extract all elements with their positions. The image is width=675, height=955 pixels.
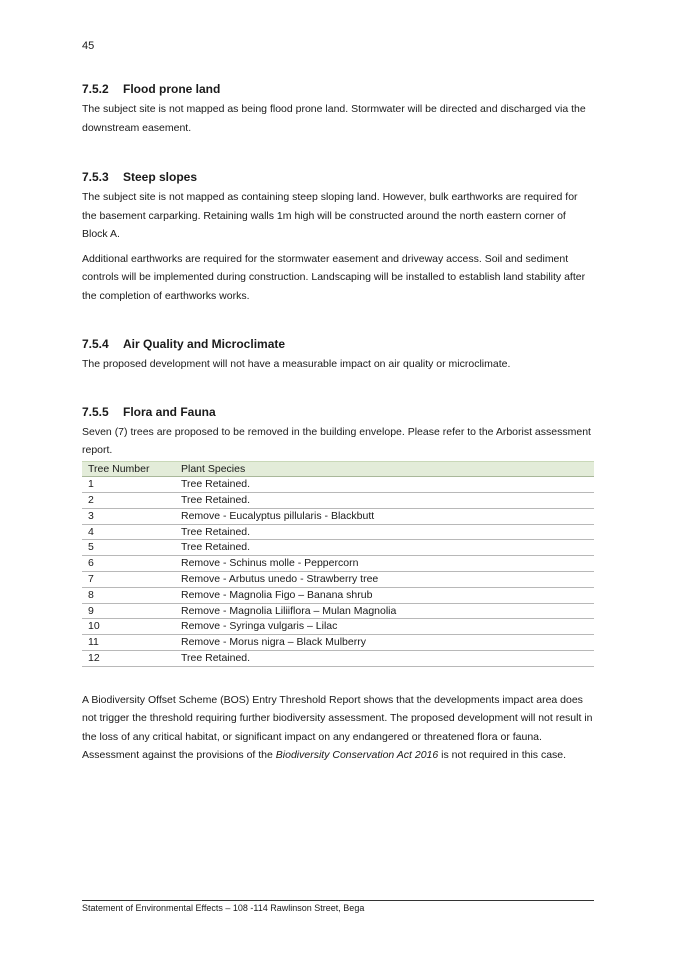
tree-number-cell: 6 xyxy=(82,556,175,572)
table-row xyxy=(82,477,594,493)
paragraph: The subject site is not mapped as being flood prone land. Stormwater will be directed and discharged via the downstream easement. xyxy=(82,103,586,134)
page-footer: Statement of Environmental Effects – 108 -114 Rawlinson Street, Bega xyxy=(82,900,594,913)
table-row xyxy=(82,603,594,619)
paragraph: Seven (7) trees are proposed to be removed in the building envelope. Please refer to the Arborist assessment report. xyxy=(82,425,591,456)
section-number: 7.5.2 xyxy=(82,82,109,96)
section-heading xyxy=(82,170,594,185)
tree-number-cell: 3 xyxy=(82,508,175,524)
tree-number-cell: 2 xyxy=(82,493,175,509)
column-header-plant-species: Plant Species xyxy=(175,461,594,477)
plant-species-cell: Remove - Magnolia Figo – Banana shrub xyxy=(175,587,594,603)
table-row xyxy=(82,556,594,572)
paragraph-text: A Biodiversity Offset Scheme (BOS) Entry Threshold Report shows that the developments impact area does not trigger the threshold requiring further biodiversity assessment. The proposed development will not result in the loss of any critical habitat, or significant impact on any endangered or threatened flora or fauna. Assessment against the provisions of the xyxy=(82,693,593,762)
tree-number-cell: 1 xyxy=(82,477,175,493)
section-flood-prone-land xyxy=(82,82,594,137)
biodiversity-paragraph xyxy=(82,691,594,765)
act-name: Biodiversity Conservation Act 2016 xyxy=(275,749,439,762)
plant-species-cell: Tree Retained. xyxy=(175,540,594,556)
section-title: Steep slopes xyxy=(123,170,198,184)
section-heading xyxy=(82,405,594,420)
table-row xyxy=(82,587,594,603)
table-header-row xyxy=(82,461,594,477)
table-row xyxy=(82,635,594,651)
section-heading xyxy=(82,82,594,97)
tree-number-cell: 10 xyxy=(82,619,175,635)
table-row xyxy=(82,651,594,667)
plant-species-cell: Remove - Magnolia Liliiflora – Mulan Magnolia xyxy=(175,603,594,619)
table-row xyxy=(82,508,594,524)
section-steep-slopes xyxy=(82,170,594,305)
table-row xyxy=(82,540,594,556)
tree-number-cell: 5 xyxy=(82,540,175,556)
paragraph: The subject site is not mapped as containing steep sloping land. However, bulk earthworks are required for the basement carparking. Retaining walls 1m high will be constructed around the north eastern corner of Block A. xyxy=(82,191,578,240)
plant-species-cell: Remove - Syringa vulgaris – Lilac xyxy=(175,619,594,635)
document-body xyxy=(82,82,594,765)
section-title: Flora and Fauna xyxy=(123,404,216,419)
column-header-tree-number: Tree Number xyxy=(82,461,175,477)
plant-species-cell: Remove - Eucalyptus pillularis - Blackbutt xyxy=(175,508,594,524)
tree-number-cell: 8 xyxy=(82,587,175,603)
plant-species-cell: Tree Retained. xyxy=(175,524,594,540)
tree-number-cell: 4 xyxy=(82,524,175,540)
tree-number-cell: 12 xyxy=(82,651,175,667)
table-row xyxy=(82,619,594,635)
section-number: 7.5.5 xyxy=(82,404,109,419)
tree-number-cell: 7 xyxy=(82,572,175,588)
tree-number-cell: 9 xyxy=(82,603,175,619)
plant-species-cell: Remove - Schinus molle - Peppercorn xyxy=(175,556,594,572)
table-row xyxy=(82,524,594,540)
plant-species-cell: Tree Retained. xyxy=(175,651,594,667)
plant-species-cell: Tree Retained. xyxy=(175,493,594,509)
section-heading xyxy=(82,337,594,352)
section-title: Flood prone land xyxy=(123,82,221,96)
tree-species-table xyxy=(82,461,594,667)
section-air-quality xyxy=(82,337,594,374)
section-flora-fauna xyxy=(82,405,594,765)
paragraph: Additional earthworks are required for the stormwater easement and driveway access. Soil and sediment controls will be implemented during construction. Landscaping will be installed to establish land stability after the completion of earthworks works. xyxy=(82,252,586,302)
paragraph-text: is not required in this case. xyxy=(438,749,567,762)
section-number: 7.5.3 xyxy=(82,170,109,184)
table-row xyxy=(82,493,594,509)
plant-species-cell: Tree Retained. xyxy=(175,477,594,493)
section-number: 7.5.4 xyxy=(82,337,109,351)
plant-species-cell: Remove - Arbutus unedo - Strawberry tree xyxy=(175,572,594,588)
table-row xyxy=(82,572,594,588)
section-title: Air Quality and Microclimate xyxy=(123,337,286,351)
tree-number-cell: 11 xyxy=(82,635,175,651)
paragraph: The proposed development will not have a measurable impact on air quality or microclimate. xyxy=(82,358,511,370)
plant-species-cell: Remove - Morus nigra – Black Mulberry xyxy=(175,635,594,651)
page-number: 45 xyxy=(82,40,95,52)
